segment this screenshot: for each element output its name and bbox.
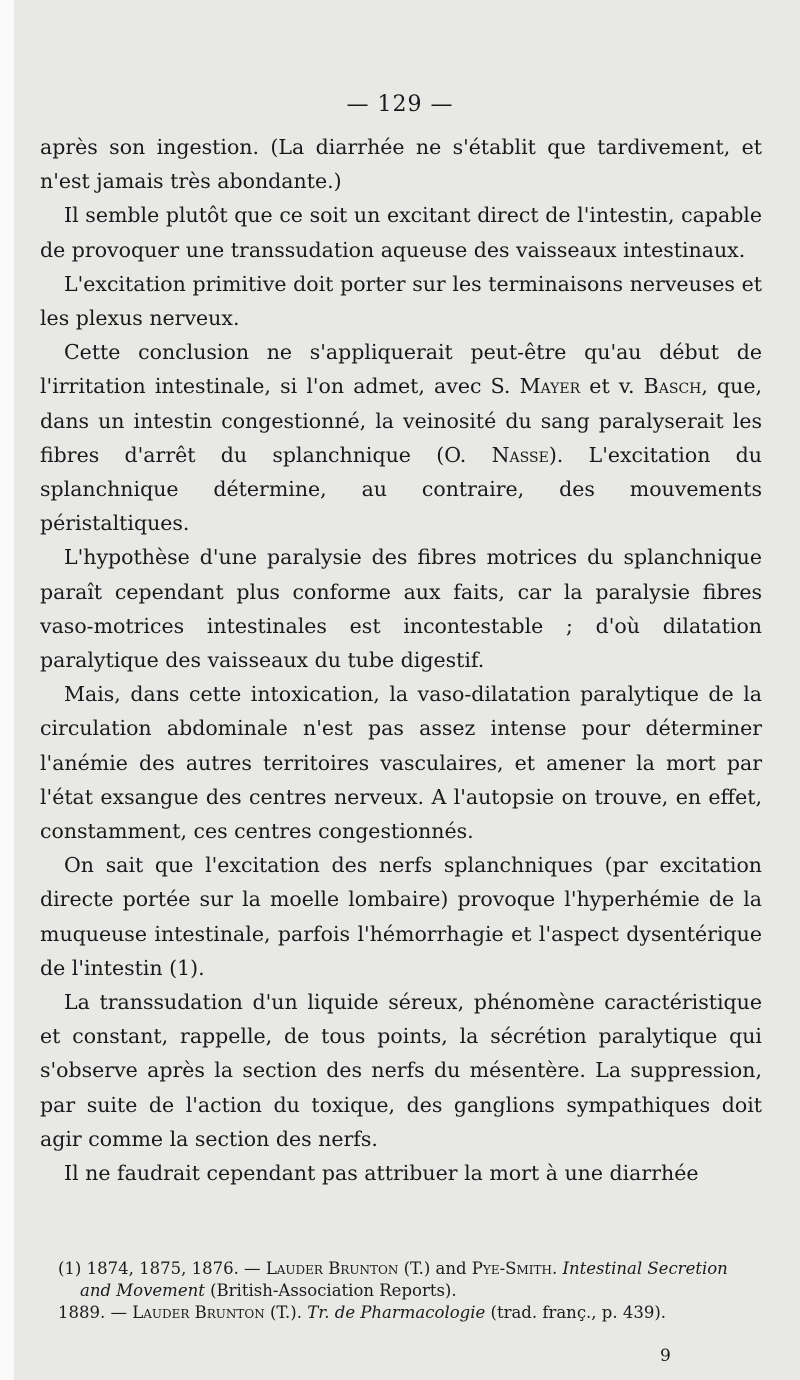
footnote-2 <box>40 1302 762 1324</box>
author-name-mayer: Mayer <box>519 374 581 399</box>
footnote-2-title: Tr. de Pharmacologie <box>307 1303 486 1322</box>
footnote-2-prefix: 1889. — <box>58 1303 133 1322</box>
footnote-1-title: Intestinal Secretion and Movement <box>80 1259 728 1300</box>
footnote-2-mid: (T.). <box>264 1303 308 1322</box>
paragraph-4-part-3: , que, dans un intestin congestionné, la veinosité du sang paralyserait les fibres d'arrêt du splanchnique (O. <box>40 374 763 467</box>
body-text <box>40 130 762 1190</box>
paragraph-8: La transsudation d'un liquide séreux, phénomène caractéristique et constant, rappelle, de tous points, la sécrétion paralytique qui s'observe après la section des nerfs du mésentère. La suppression, par suite de l'action du toxique, des ganglions sympathiques doit agir comme la section des nerfs. <box>40 990 762 1151</box>
paragraph-4-part-1: Cette conclusion ne s'appliquerait peut-être qu'au début de l'irritation intestinale, si l'on admet, avec S. <box>40 340 762 399</box>
footnote-1 <box>40 1258 762 1302</box>
paragraph-5: L'hypothèse d'une paralysie des fibres motrices du splanchnique paraît cependant plus conforme aux faits, car la paralysie fibres vaso-motrices intestinales est incontestable ; d'où dilatation paralytique des vaisseaux du tube digestif. <box>40 545 762 673</box>
footnote-1-author-2: Pye-Smith <box>471 1259 552 1278</box>
paragraph-9: Il ne faudrait cependant pas attribuer la mort à une diarrhée <box>64 1161 699 1186</box>
footnote-2-suffix: (trad. franç., p. 439). <box>485 1303 667 1322</box>
footnote-1-mid: (T.) and <box>398 1259 472 1278</box>
paragraph-1: après son ingestion. (La diarrhée ne s'établit que tardivement, et n'est jamais très abondante.) <box>40 135 762 194</box>
page-margin <box>0 0 14 1380</box>
footnote-1-dot: . <box>551 1259 563 1278</box>
paragraph-7: On sait que l'excitation des nerfs splanchniques (par excitation directe portée sur la moelle lombaire) provoque l'hyperhémie de la muqueuse intestinale, parfois l'hémorrhagie et l'aspect dysentérique de l'intestin (1). <box>40 853 762 980</box>
author-name-basch: Basch <box>643 374 702 399</box>
paragraph-6: Mais, dans cette intoxication, la vaso-dilatation paralytique de la circulation abdominale n'est pas assez intense pour déterminer l'anémie des autres territoires vasculaires, et amener la mort par l'état exsangue des centres nerveux. A l'autopsie on trouve, en effet, constamment, ces centres congestionnés. <box>40 682 762 844</box>
footnote-1-author-1: Lauder Brunton <box>265 1259 399 1278</box>
paragraph-4 <box>40 335 762 540</box>
footnote-2-author: Lauder Brunton <box>132 1303 265 1322</box>
paragraph-4-part-4: ). L'excitation du splanchnique détermine, au contraire, des mouvements péristaltiques. <box>40 442 763 536</box>
footnote-1-suffix: (British-Association Reports). <box>204 1281 457 1300</box>
paragraph-4-part-2: et v. <box>580 374 644 399</box>
footnotes <box>40 1258 762 1324</box>
paragraph-3: L'excitation primitive doit porter sur les terminaisons nerveuses et les plexus nerveux. <box>40 271 762 331</box>
author-name-nasse: Nasse <box>491 442 549 467</box>
page-number: — 129 — <box>346 92 454 117</box>
footnote-1-prefix: (1) 1874, 1875, 1876. — <box>58 1259 266 1278</box>
signature-mark: 9 <box>660 1346 671 1366</box>
paragraph-2: Il semble plutôt que ce soit un excitant direct de l'intestin, capable de provoquer une transsudation aqueuse des vaisseaux intestinaux. <box>40 203 762 262</box>
